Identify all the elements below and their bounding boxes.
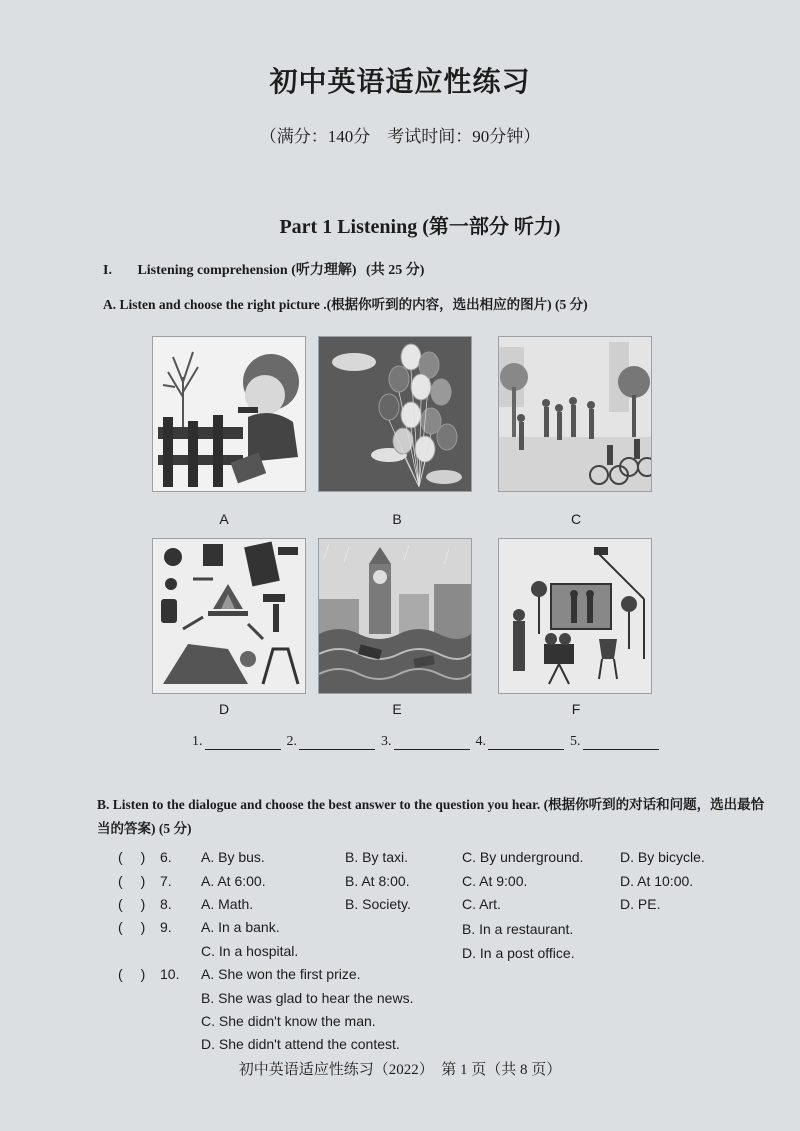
part-b-instruction: B. Listen to the dialogue and choose the best answer to the question you hear. (根据你听到的对话和问题，选出最恰当的答案) (5 分) <box>97 797 765 836</box>
option-c: C. At 9:00. <box>462 873 528 889</box>
picture-letter: B <box>392 511 402 527</box>
question-number: 10. <box>160 966 180 982</box>
option-d: D. At 10:00. <box>620 873 694 889</box>
answer-blank-3[interactable]: 3. <box>381 734 470 750</box>
question-paren[interactable]: ( ) <box>118 873 146 889</box>
option-d: D. In a post office. <box>462 945 575 961</box>
section-heading <box>103 259 430 279</box>
picture-letter: D <box>218 701 230 717</box>
option-b: B. At 8:00. <box>345 873 410 889</box>
exam-info: （满分：140分 考试时间：90分钟） <box>259 127 541 146</box>
boy-fixing-fence-icon <box>152 336 306 492</box>
section-total: (共 25 分) <box>366 263 425 278</box>
option-c: C. She didn't know the man. <box>201 1013 376 1029</box>
part-title: Part 1 Listening (第一部分 听力) <box>279 216 561 238</box>
camping-equipment-icon <box>152 538 306 694</box>
balloons-in-sky-icon <box>318 336 472 492</box>
option-a: A. Math. <box>201 896 254 912</box>
option-d: D. She didn't attend the contest. <box>201 1036 400 1052</box>
option-c: C. By underground. <box>462 849 584 865</box>
question-number: 9. <box>160 919 172 935</box>
option-a: A. At 6:00. <box>201 873 266 889</box>
answer-blanks <box>192 734 659 750</box>
answer-blank-1[interactable]: 1. <box>192 734 281 750</box>
flooded-city-icon <box>318 538 472 694</box>
option-a: A. By bus. <box>201 849 265 865</box>
question-number: 6. <box>160 849 172 865</box>
option-d: D. By bicycle. <box>620 849 705 865</box>
picture-letter: E <box>392 701 402 717</box>
answer-blank-5[interactable]: 5. <box>570 734 659 750</box>
option-a: A. In a bank. <box>201 919 280 935</box>
film-set-icon <box>498 538 652 694</box>
question-paren[interactable]: ( ) <box>118 849 146 865</box>
section-label: Listening comprehension (听力理解) <box>137 263 357 278</box>
question-paren[interactable]: ( ) <box>118 919 146 935</box>
option-b: B. She was glad to hear the news. <box>201 990 414 1006</box>
page-title: 初中英语适应性练习 <box>269 67 531 98</box>
picture-letter: F <box>571 701 581 717</box>
answer-blank-4[interactable]: 4. <box>476 734 565 750</box>
option-b: B. In a restaurant. <box>462 921 574 937</box>
page-footer: 初中英语适应性练习（2022） 第 1 页（共 8 页） <box>238 1062 562 1078</box>
question-number: 8. <box>160 896 172 912</box>
question-paren[interactable]: ( ) <box>118 966 146 982</box>
picture-letter: A <box>219 511 229 527</box>
question-paren[interactable]: ( ) <box>118 896 146 912</box>
picture-letter: C <box>570 511 582 527</box>
answer-blank-2[interactable]: 2. <box>287 734 376 750</box>
option-d: D. PE. <box>620 896 661 912</box>
section-number: I. <box>103 263 112 278</box>
option-a: A. She won the first prize. <box>201 966 361 982</box>
question-number: 7. <box>160 873 172 889</box>
option-c: C. Art. <box>462 896 501 912</box>
option-b: B. Society. <box>345 896 411 912</box>
part-a-instruction: A. Listen and choose the right picture .(根据你听到的内容，选出相应的图片) (5 分) <box>103 297 588 312</box>
people-in-park-icon <box>498 336 652 492</box>
option-c: C. In a hospital. <box>201 943 299 959</box>
option-b: B. By taxi. <box>345 849 409 865</box>
